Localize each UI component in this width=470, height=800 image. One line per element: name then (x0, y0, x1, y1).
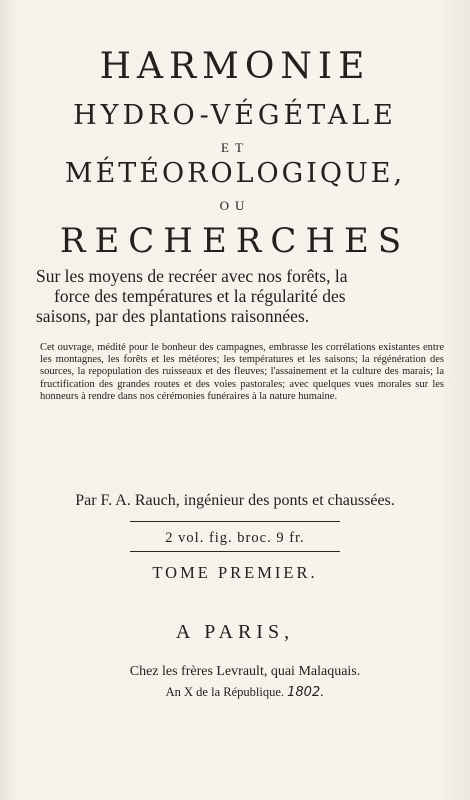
imprint-date-printed: An X de la République. (165, 685, 285, 699)
description-paragraph: Cet ouvrage, médité pour le bonheur des campagnes, embrasse les corrélations existantes entre les montagnes, les forêts et les météores; les températures et les saisons; la régénération des sources, la repopulation des ruisseaux et des fleuves; l'assainement et la culture des marais; la fructification des grandes routes et des voies pastorales; avec quelques vues morales sur les honneurs à rendre dans nos cérémonies funéraires à la nature humaine. (40, 342, 444, 402)
subtitle (36, 266, 446, 326)
title-line-ou: OU (219, 198, 251, 213)
subtitle-line-2: force des températures et la régularité des (54, 286, 346, 306)
rule-top (130, 521, 340, 522)
imprint-date (10, 685, 470, 700)
title-line-meteorologique: MÉTÉOROLOGIQUE, (64, 158, 406, 189)
title-line-harmonie: HARMONIE (99, 46, 371, 87)
volume-line: TOME PREMIER. (152, 563, 318, 582)
title-line-et: ET (221, 140, 249, 155)
author-line: Par F. A. Rauch, ingénieur des ponts et chaussées. (75, 492, 395, 509)
price-line: 2 vol. fig. broc. 9 fr. (165, 530, 305, 546)
title-line-hydro-vegetale: HYDRO-VÉGÉTALE (73, 100, 397, 131)
title-line-recherches: RECHERCHES (59, 221, 411, 261)
subtitle-line-3: saisons, par des plantations raisonnées. (36, 306, 310, 326)
imprint-date-handwritten: 1802. (287, 685, 325, 700)
rule-bottom (130, 551, 340, 552)
imprint-place: A PARIS, (175, 621, 295, 643)
imprint-publisher: Chez les frères Levrault, quai Malaquais. (129, 664, 361, 679)
subtitle-line-1: Sur les moyens de recréer avec nos forêts, la (36, 266, 348, 286)
